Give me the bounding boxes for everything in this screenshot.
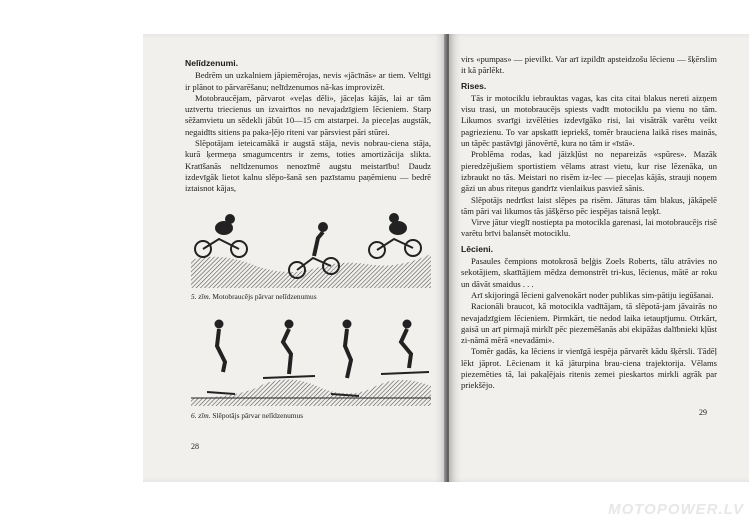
figure-5-number: 5. zīm.	[191, 292, 211, 301]
section-title-ruts: Rises.	[461, 80, 487, 91]
figure-6-caption-text: Slēpotājs pārvar nelīdzenumus	[212, 411, 304, 420]
figure-5-motorcyclist-illustration	[191, 212, 431, 288]
paragraph: Tomēr gadās, ka lēciens ir vienīgā iespēja pārvarēt kādu šķērsli. Tādēļ lēkt jāprot. Lēcienam it kā jāturpina brau-ciena trajektorija. Vēlams piezemēties tā, lai pakaļējais ritenis zemei pieskartos mirkli agrāk par priekšējo.	[461, 346, 717, 391]
figure-6-number: 6. zīm.	[191, 411, 211, 420]
page-number-right: 29	[699, 408, 707, 417]
figure-6-skier-illustration	[191, 316, 431, 406]
paragraph: Motobraucējam, pārvarot «veļas dēli», jāceļas kājās, lai ar tām uztvertu triecienus un izvairītos no nevajadzīgiem lēcieniem. Starp sēžamvietu un sēdekli jābūt 10—15 cm atstarpei. Ja pieceļas augstāk, negaidīts sitiens pa paka-ļējo riteni var pārsviest pāri stūrei.	[185, 92, 431, 137]
right-page-text	[461, 54, 717, 392]
paragraph: Virve jātur vieglī nostiepta pa motocikla garenasi, lai motobraucējs risē varētu brīvi balansēt motociklu.	[461, 217, 717, 239]
left-page-text	[185, 58, 431, 195]
section-title-jumps: Lēcieni.	[461, 243, 493, 254]
paragraph: Pasaules čempions motokrosā beļģis Zoels Roberts, tālu atrāvies no sekotājiem, skatītājiem mēdza demonstrēt tri-kus, lēcienus, mātē ar roku un dāvāt smaidus . . .	[461, 256, 717, 289]
paragraph: Slēpotājam ieteicamākā ir augstā stāja, nevis nobrau-ciena stāja, kurā ķermeņa smagumcentrs ir zems, toties amortizācija slikta. Kratīšanās nelīdzenumos nenozīmē augstu meistarību! Daudz izdevīgāk lietot kalnu slēpo-šanā sen pazīstamu paņēmienu — bedrē iztaisnot kājas,	[185, 138, 431, 194]
paragraph: Tās ir motociklu iebrauktas vagas, kas cita citai blakus nereti aizņem visu trasi, un motobraucējs spiests vadīt motociklu pa vienu no tām. Likumos svarīgi izvēlēties izdevīgāko risi, lai visātrāk varētu veikt pagriezienu. To var apskatīt iepriekš, tomēr brauciena laikā rises mainās, un tāpēc pastāvīgi jānovērtē, kura no tām ir «īstā».	[461, 92, 717, 149]
paragraph: Slēpotājs nedrīkst laist slēpes pa risēm. Jāturas tām blakus, jākāpelē tām pāri vai likumos tās jāšķērso pēc iespējas taisnā leņķī.	[461, 194, 717, 216]
open-book	[143, 34, 749, 482]
paragraph: Racionāli braucot, kā motocikla vadītājam, tā slēpotā-jam jāvairās no nevajadzīgiem lēcieniem. Pirmkārt, tie nedod laika ietaupījumu. Otrkārt, gaisā un arī pirmajā mirklī pēc piezemēšanās abi ekipāžas dalībnieki kļūst zi-nāmā mērā «nevadāmi».	[461, 301, 717, 346]
watermark-logo: MOTOPOWER.LV	[608, 501, 744, 518]
figure-5-caption	[191, 292, 317, 301]
paragraph-continuation: virs «pumpas» — pievilkt. Var arī izpildīt apsteidzošu lēcienu — šķērslim it kā pārlēkt.	[461, 54, 717, 76]
paragraph: Problēma rodas, kad jāizkļūst no nepareizās «spūres». Mazāk pieredzējušiem sportistiem vēlams atrast vietu, kur rise lēzenāka, un izbraukt no tās. Meistari no risēm iz-lec — pieceļas kājās, strauji noņem gāzi un abus riteņus gandrīz vienlaikus pasviež sānis.	[461, 149, 717, 194]
page-number-left: 28	[191, 442, 199, 451]
right-page	[449, 34, 749, 482]
paragraph: Arī skijoringā lēcieni galvenokārt noder publikas sim-pātiju iegūšanai.	[471, 289, 714, 300]
paragraph: Bedrēm un uzkalniem jāpiemērojas, nevis «jācīnās» ar tiem. Veltīgi ir plānot to pārvarēšanu; nelīdzenumos nā-kas improvizēt.	[185, 70, 431, 92]
figure-6-caption	[191, 411, 303, 420]
figure-5-caption-text: Motobraucējs pārvar nelīdzenumus	[212, 292, 317, 301]
left-page	[143, 34, 447, 482]
section-title-unevenness: Nelīdzenumi.	[185, 58, 239, 68]
